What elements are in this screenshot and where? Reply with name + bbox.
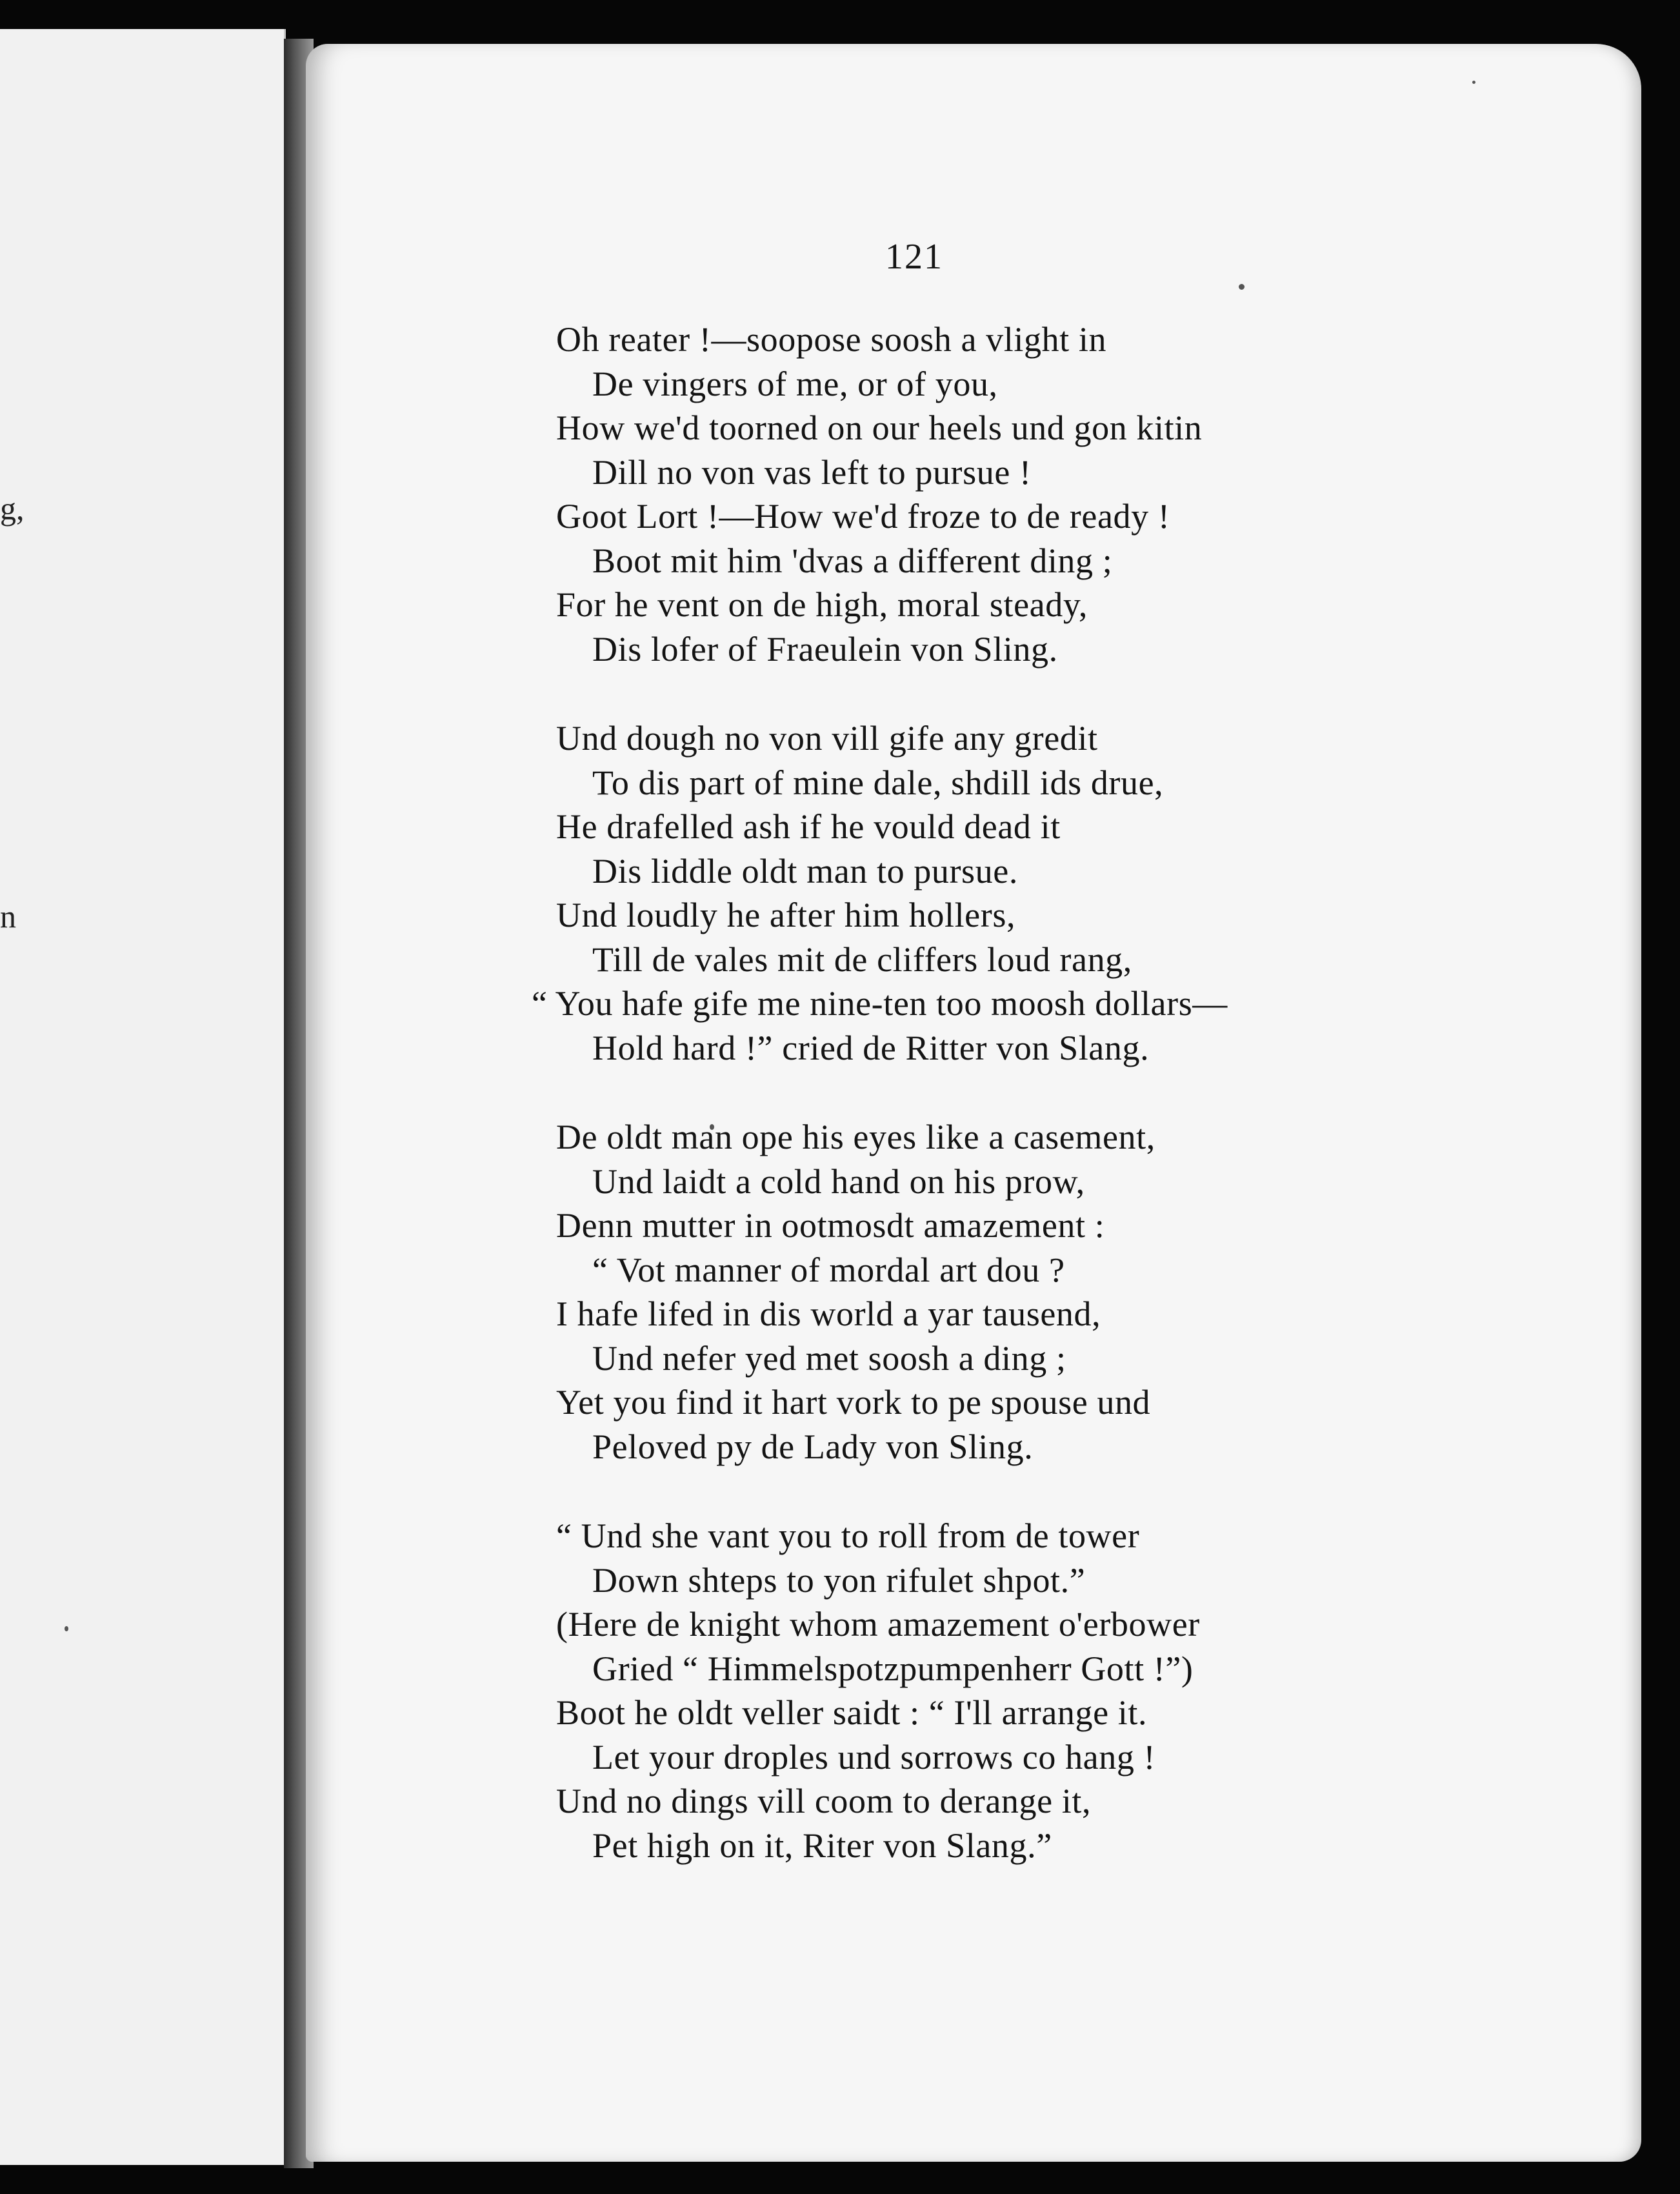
poem-line: De vingers of me, or of you,	[592, 364, 998, 403]
poem-line: Dis liddle oldt man to pursue.	[592, 851, 1018, 891]
poem-line: Pet high on it, Riter von Slang.”	[592, 1826, 1052, 1865]
stanza	[556, 317, 1350, 671]
poem-line: Down shteps to yon rifulet shpot.”	[592, 1560, 1086, 1600]
poem-line: To dis part of mine dale, shdill ids drue,	[592, 763, 1164, 802]
poem-line: Dis lofer of Fraeulein von Sling.	[592, 629, 1058, 669]
speck	[1239, 284, 1245, 290]
poem-line: Und laidt a cold hand on his prow,	[592, 1162, 1085, 1201]
poem-line: Und nefer yed met soosh a ding ;	[592, 1338, 1066, 1378]
poem-line: For he vent on de high, moral steady,	[556, 585, 1088, 624]
poem-line: “ Und she vant you to roll from de tower	[556, 1516, 1140, 1555]
poem-line: How we'd toorned on our heels und gon kitin	[556, 408, 1203, 447]
speck	[1472, 81, 1475, 84]
poem-line: Till de vales mit de cliffers loud rang,	[592, 940, 1132, 979]
page-number: 121	[885, 237, 943, 277]
poem-line: Peloved py de Lady von Sling.	[592, 1427, 1034, 1466]
poem-line: Und no dings vill coom to derange it,	[556, 1782, 1092, 1820]
poem-line: Und dough no von vill gife any gredit	[556, 719, 1098, 758]
stanza	[532, 716, 1350, 1070]
poem-line: Boot mit him 'dvas a different ding ;	[592, 541, 1113, 580]
poem-line: Oh reater !—soopose soosh a vlight in	[556, 320, 1107, 359]
stanza	[556, 1514, 1350, 1867]
poem-line: Denn mutter in ootmosdt amazement :	[556, 1206, 1105, 1245]
poem-line: Und loudly he after him hollers,	[556, 896, 1016, 934]
speck	[65, 1626, 68, 1631]
poem-line: Let your droples und sorrows co hang !	[592, 1737, 1156, 1776]
poem-line: Yet you find it hart vork to pe spouse und	[556, 1383, 1151, 1422]
poem	[532, 317, 1350, 1913]
left-page-edge	[0, 29, 286, 2165]
poem-line: He drafelled ash if he vould dead it	[556, 807, 1061, 846]
poem-line: I hafe lifed in dis world a yar tausend,	[556, 1294, 1101, 1333]
left-page-fragment: g,	[0, 490, 25, 527]
poem-line: Dill no von vas left to pursue !	[592, 452, 1032, 492]
left-page-fragment: n	[0, 898, 16, 934]
poem-line: (Here de knight whom amazement o'erbower	[556, 1605, 1200, 1644]
poem-line: Goot Lort !—How we'd froze to de ready !	[556, 497, 1170, 536]
poem-line: “ Vot manner of mordal art dou ?	[592, 1250, 1065, 1289]
poem-line: Hold hard !” cried de Ritter von Slang.	[592, 1028, 1150, 1067]
stanza	[556, 1115, 1350, 1469]
poem-line: De oldt man ope his eyes like a casement,	[556, 1118, 1155, 1156]
poem-line: Boot he oldt veller saidt : “ I'll arrange it.	[556, 1693, 1148, 1732]
poem-line: Gried “ Himmelspotzpumpenherr Gott !”)	[592, 1649, 1194, 1688]
poem-line: “ You hafe gife me nine-ten too moosh dollars—	[532, 984, 1228, 1023]
